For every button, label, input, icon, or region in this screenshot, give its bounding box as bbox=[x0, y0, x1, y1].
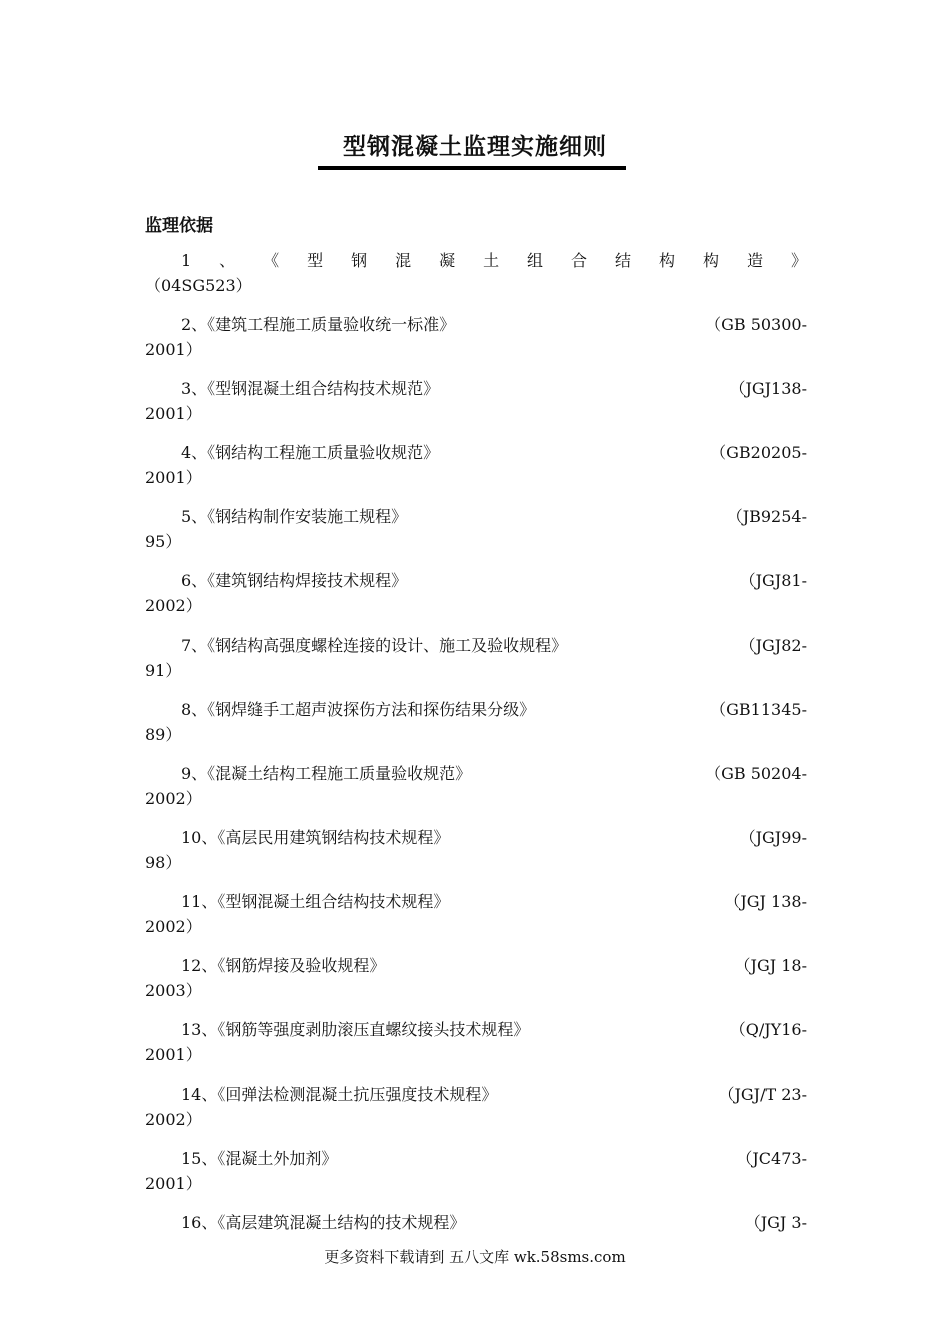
entry-char: 凝 bbox=[439, 251, 456, 270]
entry-char: 组 bbox=[527, 251, 544, 270]
reference-entry-code: （JGJ 18- bbox=[734, 956, 807, 975]
reference-entry-code-continued: 2002） bbox=[145, 789, 202, 808]
reference-entry-name: 4、《钢结构工程施工质量验收规范》 bbox=[181, 443, 440, 462]
reference-entry-name: 16、《高层建筑混凝土结构的技术规程》 bbox=[181, 1213, 466, 1232]
reference-entry-12 bbox=[145, 953, 807, 1003]
reference-entry-1-title bbox=[145, 248, 807, 273]
entry-char: 、 bbox=[219, 251, 236, 270]
reference-entry-code: （JB9254- bbox=[726, 507, 807, 526]
reference-entry-name: 8、《钢焊缝手工超声波探伤方法和探伤结果分级》 bbox=[181, 700, 536, 719]
reference-entry-5 bbox=[145, 504, 807, 554]
reference-entry-name: 6、《建筑钢结构焊接技术规程》 bbox=[181, 571, 408, 590]
entry-char: 构 bbox=[702, 251, 719, 270]
reference-entry-code: （GB20205- bbox=[710, 443, 807, 462]
reference-entry-code-continued: 91） bbox=[145, 661, 182, 680]
reference-entry-code: （JC473- bbox=[736, 1149, 807, 1168]
reference-entry-code-continued: 2001） bbox=[145, 340, 202, 359]
reference-entry-name: 3、《型钢混凝土组合结构技术规范》 bbox=[181, 379, 440, 398]
entry-char: 钢 bbox=[351, 251, 368, 270]
reference-entry-name: 2、《建筑工程施工质量验收统一标准》 bbox=[181, 315, 456, 334]
entry-char: 造 bbox=[746, 251, 763, 270]
reference-entry-11 bbox=[145, 889, 807, 939]
section-heading: 监理依据 bbox=[145, 216, 213, 236]
reference-entry-code: （JGJ 138- bbox=[724, 892, 807, 911]
reference-entry-name: 14、《回弹法检测混凝土抗压强度技术规程》 bbox=[181, 1085, 498, 1104]
reference-entry-1 bbox=[145, 248, 807, 298]
reference-entry-code-continued: 95） bbox=[145, 532, 182, 551]
reference-entry-10 bbox=[145, 825, 807, 875]
page-title: 型钢混凝土监理实施细则 bbox=[343, 133, 607, 160]
reference-entry-7 bbox=[145, 633, 807, 683]
reference-entry-1-code: （04SG523） bbox=[145, 276, 252, 295]
entry-char: 合 bbox=[571, 251, 588, 270]
reference-entry-name: 15、《混凝土外加剂》 bbox=[181, 1149, 338, 1168]
entry-char: 1 bbox=[181, 251, 192, 270]
reference-entry-6 bbox=[145, 568, 807, 618]
reference-entry-code: （GB 50204- bbox=[705, 764, 807, 783]
entry-char: 型 bbox=[307, 251, 324, 270]
reference-entry-name: 5、《钢结构制作安装施工规程》 bbox=[181, 507, 408, 526]
reference-entry-code: （JGJ99- bbox=[739, 828, 807, 847]
title-underline bbox=[318, 166, 626, 170]
reference-entry-name: 13、《钢筋等强度剥肋滚压直螺纹接头技术规程》 bbox=[181, 1020, 530, 1039]
reference-entry-13 bbox=[145, 1017, 807, 1067]
reference-entry-code-continued: 2001） bbox=[145, 1174, 202, 1193]
reference-entry-code: （JGJ 3- bbox=[744, 1213, 807, 1232]
reference-entry-15 bbox=[145, 1146, 807, 1196]
reference-entry-name: 11、《型钢混凝土组合结构技术规程》 bbox=[181, 892, 450, 911]
reference-entry-code: （JGJ/T 23- bbox=[718, 1085, 807, 1104]
entry-char: 土 bbox=[483, 251, 500, 270]
entry-char: 构 bbox=[659, 251, 676, 270]
reference-entry-code-continued: 2003） bbox=[145, 981, 202, 1000]
reference-entry-code: （GB 50300- bbox=[705, 315, 807, 334]
reference-entry-code: （JGJ81- bbox=[739, 571, 807, 590]
reference-entry-8 bbox=[145, 697, 807, 747]
reference-entry-name: 12、《钢筋焊接及验收规程》 bbox=[181, 956, 386, 975]
reference-entry-14 bbox=[145, 1082, 807, 1132]
reference-entry-4 bbox=[145, 440, 807, 490]
reference-entry-name: 9、《混凝土结构工程施工质量验收规范》 bbox=[181, 764, 472, 783]
reference-entry-code-continued: 98） bbox=[145, 853, 182, 872]
entry-char: 混 bbox=[395, 251, 412, 270]
reference-entry-code-continued: 2002） bbox=[145, 1110, 202, 1129]
reference-entry-2 bbox=[145, 312, 807, 362]
entry-char: 结 bbox=[615, 251, 632, 270]
reference-entry-16 bbox=[145, 1210, 807, 1235]
reference-entry-9 bbox=[145, 761, 807, 811]
reference-entry-code-continued: 2002） bbox=[145, 917, 202, 936]
reference-entry-code: （GB11345- bbox=[710, 700, 807, 719]
entry-char: 》 bbox=[790, 251, 807, 270]
entry-char: 《 bbox=[263, 251, 280, 270]
reference-entry-3 bbox=[145, 376, 807, 426]
footer-download-note: 更多资料下载请到 五八文库 wk.58sms.com bbox=[324, 1248, 626, 1266]
reference-entry-code: （JGJ138- bbox=[729, 379, 807, 398]
reference-entry-code-continued: 2001） bbox=[145, 1045, 202, 1064]
reference-entry-code-continued: 2001） bbox=[145, 468, 202, 487]
reference-entry-code-continued: 89） bbox=[145, 725, 182, 744]
reference-entry-code-continued: 2002） bbox=[145, 596, 202, 615]
reference-entry-code: （Q/JY16- bbox=[729, 1020, 807, 1039]
reference-entry-name: 7、《钢结构高强度螺栓连接的设计、施工及验收规程》 bbox=[181, 636, 568, 655]
reference-entry-code: （JGJ82- bbox=[739, 636, 807, 655]
reference-entry-name: 10、《高层民用建筑钢结构技术规程》 bbox=[181, 828, 450, 847]
reference-entry-code-continued: 2001） bbox=[145, 404, 202, 423]
